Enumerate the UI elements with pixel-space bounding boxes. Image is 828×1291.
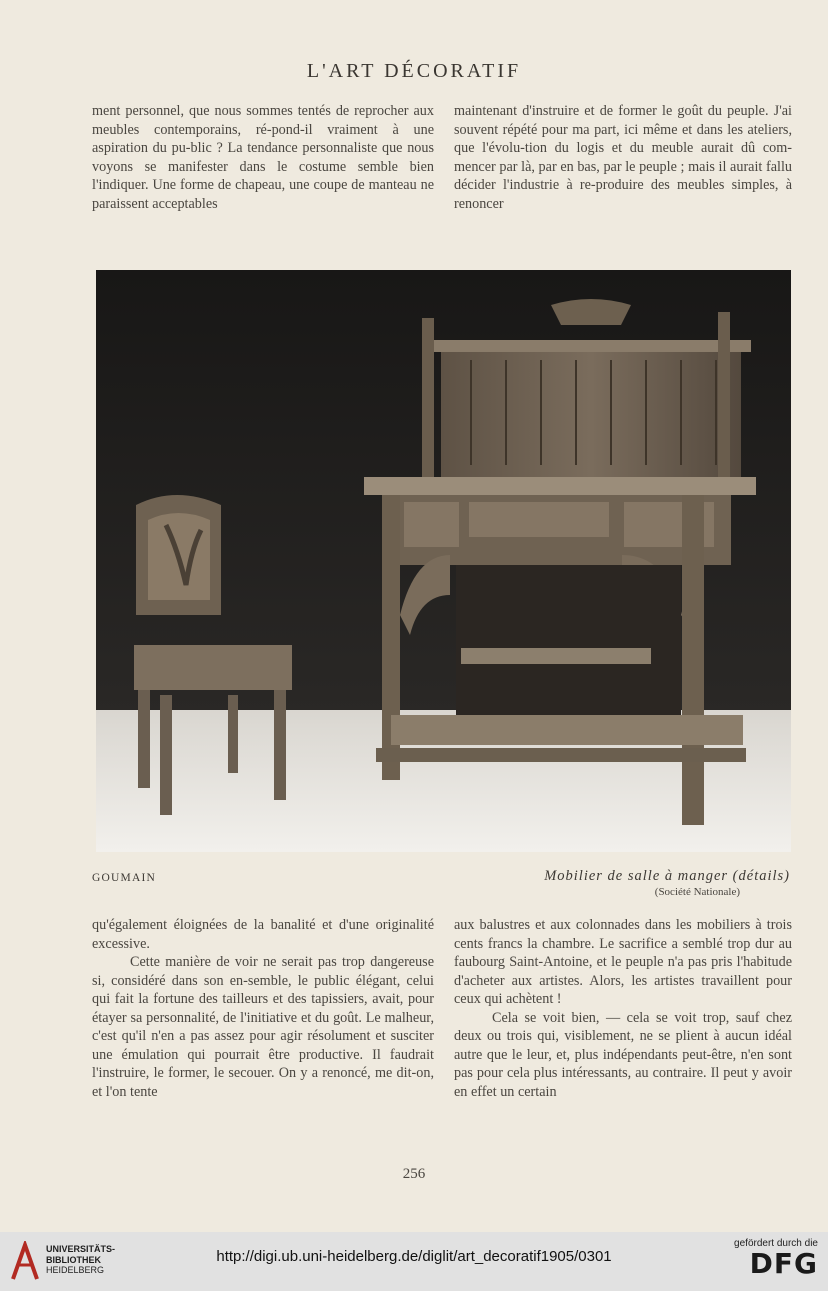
text-column-top-right xyxy=(454,102,792,213)
paragraph: Cela se voit bien, — cela se voit trop, sauf chez deux ou trois qui, visiblement, ne se plient à aucun idéal autre que le leur, et, plus indépendants peut-être, n'en sont pas pour cela plus intéressants, au contraire. Il peut y avoir en effet un certain xyxy=(454,1009,792,1100)
running-title: L'ART DÉCORATIF xyxy=(306,60,522,82)
page-number: 256 xyxy=(402,1166,426,1182)
permalink[interactable]: http://digi.ub.uni-heidelberg.de/diglit/art_decoratif1905/0301 xyxy=(216,1248,612,1265)
text-column-bottom-right xyxy=(454,916,792,1101)
paragraph: aux balustres et aux colonnades dans les mobiliers à trois cents francs la chambre. Le sacrifice a semblé trop dur au faubourg Saint-Antoine, et le peuple n'a pas pris l'habitude d'acheter aux artistes. Alors, les artistes travaillent pour ceux qui achètent ! xyxy=(454,917,792,1007)
viewer-footer xyxy=(0,1232,828,1291)
paragraph: Cette manière de voir ne serait pas trop dangereuse si, considéré dans son en-semble, le public élégant, celui qui fait la fortune des tailleurs et des tapissiers, avait, pour étayer sa personnalité, de l'initiative et du goût. Le malheur, c'est qu'il n'en a pas assez pour agir résolument et susciter une émulation qui pourrait être productive. Il faudrait l'instruire, le former, le secouer. On y a renoncé, me dit-on, et l'on tente xyxy=(92,954,434,1100)
chair-and-sideboard-illustration xyxy=(96,270,791,852)
funder xyxy=(734,1238,818,1279)
text-column-bottom-left xyxy=(92,916,434,1101)
figure-caption xyxy=(544,868,790,898)
figure-source: (Société Nationale) xyxy=(654,886,740,898)
funded-by-label: gefördert durch die xyxy=(734,1238,818,1249)
figure-title: Mobilier de salle à manger (détails) xyxy=(544,868,790,884)
figure-credit: GOUMAIN xyxy=(92,872,156,884)
paragraph: maintenant d'instruire et de former le goût du peuple. J'ai souvent répété pour ma part, ici même et dans les ateliers, que l'évolu-tion du logis et du meuble aurait dû com-mencer par là, par en bas, par le peuple ; mais il aurait fallu décider l'industrie à re-produire des meubles simples, à renoncer xyxy=(454,103,792,212)
paragraph: ment personnel, que nous sommes tentés de reprocher aux meubles contemporains, ré-pond-il vraiment à une aspiration du pu-blic ? La tendance personnaliste que nous voyons se manifester dans le costume semble bien l'indiquer. Une forme de chapeau, une coupe de manteau ne paraissent acceptables xyxy=(92,103,434,212)
furniture-photograph xyxy=(96,270,791,852)
paragraph: qu'également éloignées de la banalité et d'une originalité excessive. xyxy=(92,917,434,952)
dfg-logo-icon[interactable]: DFG xyxy=(749,1247,818,1280)
text-column-top-left xyxy=(92,102,434,213)
library-name: UNIVERSITÄTS- BIBLIOTHEK HEIDELBERG xyxy=(46,1244,116,1275)
